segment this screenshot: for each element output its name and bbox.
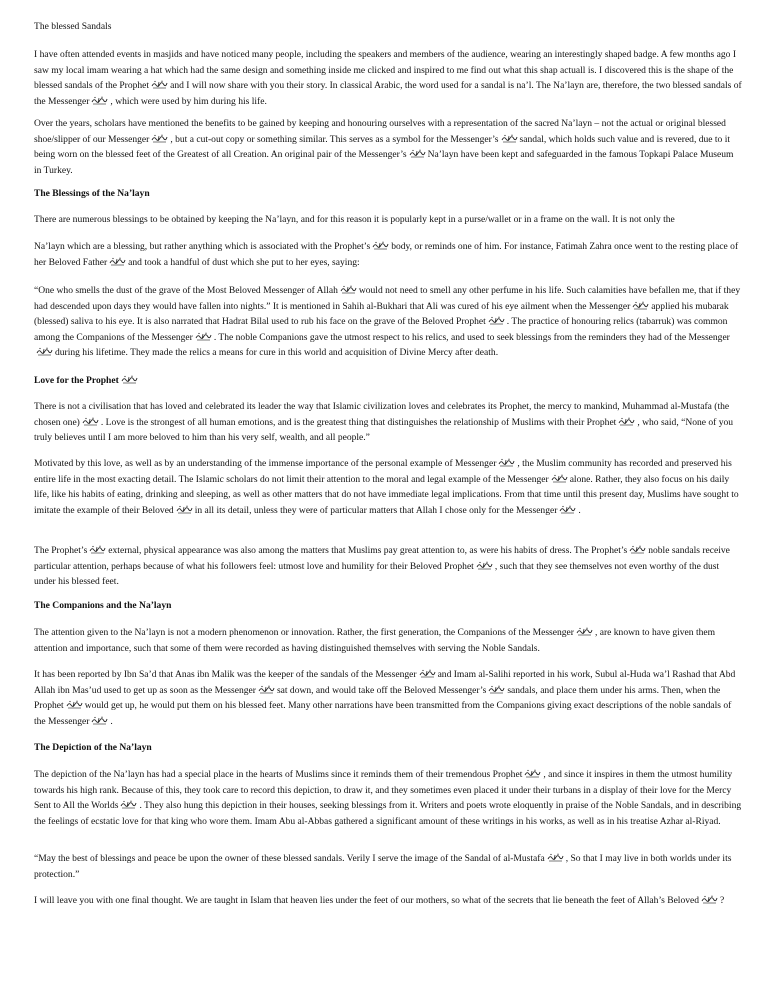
salawat-icon: [120, 800, 137, 809]
heading-depiction-text: The Depiction of the Na’layn: [34, 742, 152, 753]
intro-text-3: , which were used by him during his life.: [110, 95, 267, 107]
motivated-text-2: , the Muslim community has recorded and preserved his entire life in the most exacting detail. The Islamic scholars do not limit their attention to the moral and legal example of the Messenger: [34, 458, 732, 485]
motivated-text-4: in all its detail, unless they were of particular matters that Allah I chose only for the Messenger: [194, 504, 558, 516]
companions-text-1: The attention given to the Na’layn is not a modern phenomenon or innovation. Rather, the first generation, the Companions of the Messenger: [34, 627, 574, 638]
poem-text-1: “May the best of blessings and peace be upon the owner of these blessed sandals. Verily I serve the image of the Sandal of al-Mustafa: [34, 853, 545, 864]
heading-blessings: [34, 186, 742, 202]
quote-text-4: . The practice of honouring relics (tabarruk) was common among the Companions of the Messenger: [34, 316, 728, 343]
heading-companions-text: The Companions and the Na’layn: [34, 600, 172, 611]
salawat-icon: [151, 80, 168, 89]
paragraph-depiction: [34, 767, 742, 829]
paragraph-appearance: [34, 543, 742, 590]
years-text-4: Na’layn have been kept and safeguarded in the famous Topkapi Palace Museum in Turkey.: [34, 149, 734, 176]
paragraph-intro: [34, 47, 742, 109]
salawat-icon: [524, 769, 541, 778]
salawat-icon: [488, 316, 505, 325]
salawat-icon: [547, 853, 564, 862]
appearance-text-2: external, physical appearance was also among the matters that Muslims pay great attention to, as were his habits of dress. The Prophet’s: [108, 545, 628, 556]
heading-blessings-text: The Blessings of the Na’layn: [34, 188, 150, 199]
salawat-icon: [498, 458, 515, 467]
salawat-icon: [195, 332, 212, 341]
salawat-icon: [476, 561, 493, 570]
appearance-text-1: The Prophet’s: [34, 545, 88, 556]
closing-text-2: ?: [720, 895, 725, 906]
quote-text-6: during his lifetime. They made the relics a means for cure in this world and acquisition of Divine Mercy after death.: [55, 347, 499, 359]
closing-text-1: I will leave you with one final thought. We are taught in Islam that heaven lies under the feet of our mothers, so what of the secrets that lie beneath the feet of Allah’s Beloved: [34, 895, 700, 906]
salawat-icon: [66, 700, 83, 709]
salawat-icon: [109, 257, 126, 266]
ibn-sad-text-6: .: [110, 715, 113, 727]
years-text-3: sandal, which holds such value and is revered, due to it being worn on the blessed feet of the Greatest of all Creation. An original pair of the Messenger’s: [34, 133, 731, 161]
heading-companions: [34, 598, 742, 614]
depiction-text-3: . They also hung this depiction in their houses, seeking blessings from it. Writers and poets wrote eloquently in praise of the Noble Sandals, and in describing the feelings of ecstatic love for that king who wore them. Imam Abu al-Abbas gathered a significant amount of these writings in his works, as well as in his treatise Azhar al-Riyad.: [34, 800, 742, 827]
salawat-icon: [89, 545, 106, 554]
ibn-sad-text-5: would get up, he would put them on his blessed feet. Many other narrations have been transmitted from the Companions giving exact descriptions of the noble sandals of the Messenger: [34, 700, 732, 727]
blessings-intro-text: There are numerous blessings to be obtained by keeping the Na’layn, and for this reason it is popularly kept in a purse/wallet or in a frame on the wall. It is not only the: [34, 214, 675, 225]
salawat-icon: [91, 96, 108, 105]
companions-text-2: , are known to have given them attention and importance, such that some of them were recorded as having distinguished themselves with serving the Noble Sandals.: [34, 627, 716, 654]
quote-text-3: applied his mubarak (blessed) saliva to his eye. It is also narrated that Hadrat Bilal used to rub his face on the grave of the Beloved Prophet: [34, 300, 729, 328]
paragraph-blessings: [34, 239, 742, 270]
salawat-icon: [176, 505, 193, 514]
intro-text-2: and I will now share with you their story. In classical Arabic, the word used for a sandal is na’l. The Na’layn are, therefore, the two blessed sandals of the Messenger: [34, 80, 742, 107]
appearance-text-4: , such that they see themselves not even worthy of the dust under his blessed feet.: [34, 560, 720, 588]
blessings-text-2: body, or reminds one of him. For instance, Fatimah Zahra once went to the resting place of her Beloved Father: [34, 241, 739, 268]
appearance-text-3: noble sandals receive particular attention, perhaps because of what his followers feel: utmost love and humility for their Beloved Prophet: [34, 545, 730, 572]
salawat-icon: [258, 685, 275, 694]
poem-text-2: , So that I may live in both worlds under its protection.”: [34, 853, 732, 880]
salawat-icon: [559, 505, 576, 514]
motivated-text-1: Motivated by this love, as well as by an understanding of the immense importance of the personal example of Messenger: [34, 458, 497, 469]
depiction-text-2: , and since it inspires in them the utmost humility towards his high rank. Because of this, they took care to record this depiction, to draw it, and they sometimes even placed it under their turbans in a display of their love for the Mercy Sent to All the Worlds: [34, 769, 733, 812]
heading-love: [34, 373, 742, 389]
document-title: [34, 19, 742, 35]
love-text-3: , who said, “None of you truly believes until I am more beloved to him than his very self, wealth, and all people.”: [34, 416, 734, 444]
salawat-icon: [36, 347, 53, 356]
salawat-icon: [551, 474, 568, 483]
paragraph-closing: [34, 893, 742, 909]
years-text-1: Over the years, scholars have mentioned the benefits to be gained by keeping and honouring ourselves with a representation of the sacred Na’layn – not the actual or original blessed shoe/slipper of our Messenger: [34, 118, 726, 145]
heading-depiction: [34, 740, 742, 756]
salawat-icon: [409, 149, 426, 158]
depiction-text-1: The depiction of the Na’layn has had a special place in the hearts of Muslims since it reminds them of their tremendous Prophet: [34, 769, 523, 780]
paragraph-fatimah-quote: [34, 283, 742, 361]
paragraph-over-the-years: [34, 116, 742, 178]
heading-love-text: Love for the Prophet: [34, 375, 119, 386]
salawat-icon: [419, 669, 436, 678]
love-text-2: . Love is the strongest of all human emotions, and is the greatest thing that distinguishes the relationship of Muslims with their Prophet: [100, 416, 617, 428]
salawat-icon: [632, 301, 649, 310]
paragraph-companions: [34, 625, 742, 656]
salawat-icon: [488, 685, 505, 694]
salawat-icon: [501, 134, 518, 143]
paragraph-motivated: [34, 456, 742, 518]
ibn-sad-text-2: and Imam al-Salihi reported in his work, Subul al-Huda wa’l Rashad that Abd Allah ibn Mas’ud used to get up as soon as the Messenger: [34, 669, 736, 696]
salawat-icon: [82, 417, 99, 426]
ibn-sad-text-4: sandals, and place them under his arms. Then, when the Prophet: [34, 684, 721, 712]
ibn-sad-text-1: It has been reported by Ibn Sa’d that Anas ibn Malik was the keeper of the sandals of the Messenger: [34, 669, 417, 680]
salawat-icon: [618, 417, 635, 426]
salawat-icon: [701, 895, 718, 904]
motivated-text-5: .: [578, 504, 581, 516]
paragraph-ibn-sad: [34, 667, 742, 729]
ibn-sad-text-3: sat down, and would take off the Beloved Messenger’s: [276, 684, 487, 696]
title-text: The blessed Sandals: [34, 21, 112, 32]
paragraph-poem: [34, 851, 742, 882]
salawat-icon: [91, 716, 108, 725]
blessings-text-1: Na’layn which are a blessing, but rather anything which is associated with the Prophet’s: [34, 241, 371, 252]
paragraph-love: [34, 399, 742, 446]
quote-text-2: would not need to smell any other perfume in his life. Such calamities have befallen me, that if they had descended upon days they would have fallen into nights.” It is mentioned in Sahih al-Bukhari that Ali was cured of his eye ailment when the Messenger: [34, 285, 741, 312]
salawat-icon: [629, 545, 646, 554]
blessings-text-3: and took a handful of dust which she put to her eyes, saying:: [128, 256, 360, 268]
years-text-2: , but a cut-out copy or something similar. This serves as a symbol for the Messenger’s: [170, 133, 499, 145]
salawat-icon: [576, 627, 593, 636]
salawat-icon: [151, 134, 168, 143]
intro-text-1: I have often attended events in masjids and have noticed many people, including the speakers and members of the audience, wearing an interestingly shaped badge. A few months ago I saw my local imam wearing a hat which had the same design and something inside me clicked and inspired to me find out what this shap actuall is. I discovered this is the shape of the blessed sandals of the Prophet: [34, 49, 737, 92]
motivated-text-3: alone. Rather, they also focus on his daily life, like his habits of eating, drinking and sleeping, as well as other matters that do not have immediate legal implications. From that time until this present day, Muslims have sought to imitate the example of their Beloved: [34, 473, 739, 516]
quote-text-5: . The noble Companions gave the utmost respect to his relics, and used to seek blessings from the reminders they had of the Messenger: [213, 331, 730, 343]
salawat-icon: [121, 375, 138, 384]
salawat-icon: [340, 285, 357, 294]
paragraph-blessings-intro: [34, 212, 742, 228]
salawat-icon: [372, 241, 389, 250]
quote-text-1: “One who smells the dust of the grave of the Most Beloved Messenger of Allah: [34, 285, 338, 296]
love-text-1: There is not a civilisation that has loved and celebrated its leader the way that Islamic civilization loves and celebrates its Prophet, the mercy to mankind, Muhammad al-Mustafa (the chosen one): [34, 401, 730, 428]
